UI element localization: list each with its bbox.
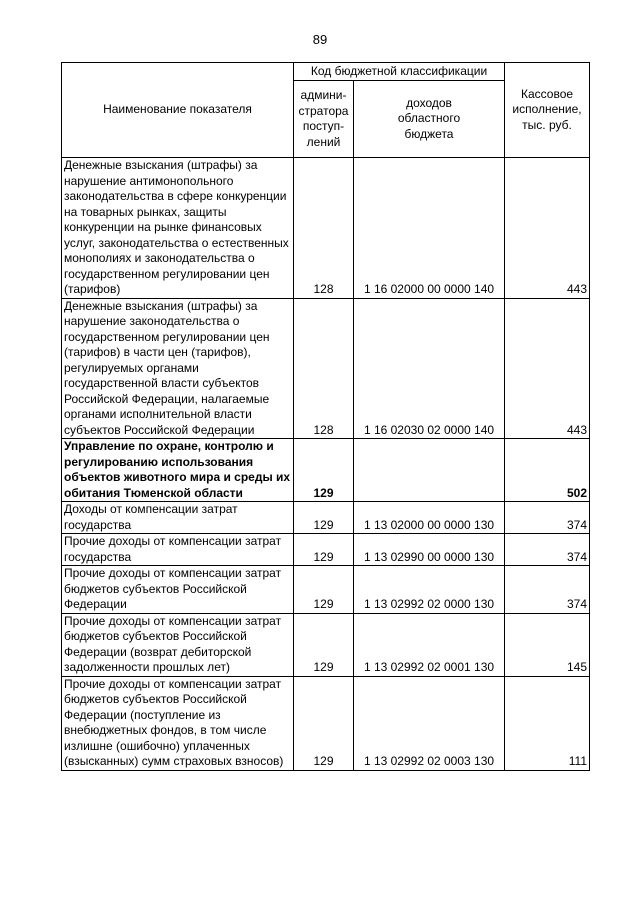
header-row-top	[62, 63, 590, 81]
header-kass-text: Кассовое исполнение, тыс. руб.	[512, 86, 582, 132]
row-name: Прочие доходы от компенсации затрат государства	[62, 534, 294, 566]
row-admin-code: 128	[294, 298, 354, 439]
table-row	[62, 439, 590, 502]
row-amount: 145	[505, 613, 590, 676]
table-row	[62, 502, 590, 534]
row-name: Доходы от компенсации затрат государства	[62, 502, 294, 534]
row-budget-code: 1 13 02992 02 0003 130	[354, 676, 505, 770]
row-name: Денежные взыскания (штрафы) за нарушение законодательства о государственном регулировании цен (тарифов) в части цен (тарифов), регулируемых органами государственной власти субъектов Российской Федерации, налагаемые органами исполнительной власти субъектов Российской Федерации	[62, 298, 294, 439]
page-number: 89	[312, 32, 328, 47]
header-admin	[294, 81, 354, 158]
row-name: Прочие доходы от компенсации затрат бюджетов субъектов Российской Федерации	[62, 566, 294, 614]
table-body	[62, 158, 590, 771]
row-budget-code: 1 16 02030 02 0000 140	[354, 298, 505, 439]
budget-table	[61, 62, 590, 771]
row-admin-code: 128	[294, 158, 354, 299]
row-budget-code: 1 13 02990 00 0000 130	[354, 534, 505, 566]
row-admin-code: 129	[294, 676, 354, 770]
row-budget-code	[354, 439, 505, 502]
header-name: Наименование показателя	[62, 63, 294, 158]
row-budget-code: 1 13 02000 00 0000 130	[354, 502, 505, 534]
row-budget-code: 1 13 02992 02 0001 130	[354, 613, 505, 676]
table-row	[62, 534, 590, 566]
table-row	[62, 158, 590, 299]
row-name: Прочие доходы от компенсации затрат бюджетов субъектов Российской Федерации (возврат дебиторской задолженности прошлых лет)	[62, 613, 294, 676]
header-income	[354, 81, 505, 158]
row-admin-code: 129	[294, 534, 354, 566]
row-amount: 111	[505, 676, 590, 770]
row-admin-code: 129	[294, 566, 354, 614]
row-amount: 443	[505, 298, 590, 439]
row-admin-code: 129	[294, 613, 354, 676]
row-admin-code: 129	[294, 502, 354, 534]
table-row	[62, 566, 590, 614]
table-row	[62, 676, 590, 770]
row-name: Управление по охране, контролю и регулированию использования объектов животного мира и среды их обитания Тюменской области	[62, 439, 294, 502]
row-name: Денежные взыскания (штрафы) за нарушение антимонопольного законодательства в сфере конкуренции на товарных рынках, защиты конкуренции на рынке финансовых услуг, законодательства о естественных монополиях и законодательства о государственном регулировании цен (тарифов)	[62, 158, 294, 299]
row-amount: 374	[505, 534, 590, 566]
row-name: Прочие доходы от компенсации затрат бюджетов субъектов Российской Федерации (поступление из внебюджетных фондов, в том числе излишне (ошибочно) уплаченных (взысканных) сумм страховых взносов)	[62, 676, 294, 770]
row-budget-code: 1 16 02000 00 0000 140	[354, 158, 505, 299]
table-row	[62, 613, 590, 676]
header-kass	[505, 63, 590, 158]
row-budget-code: 1 13 02992 02 0000 130	[354, 566, 505, 614]
row-amount: 502	[505, 439, 590, 502]
header-admin-text: админи- стратора поступ- лений	[298, 88, 349, 149]
row-amount: 374	[505, 566, 590, 614]
row-admin-code: 129	[294, 439, 354, 502]
header-income-text: доходов областного бюджета	[397, 95, 461, 141]
header-code-group: Код бюджетной классификации	[294, 63, 505, 81]
row-amount: 443	[505, 158, 590, 299]
table-row	[62, 298, 590, 439]
row-amount: 374	[505, 502, 590, 534]
